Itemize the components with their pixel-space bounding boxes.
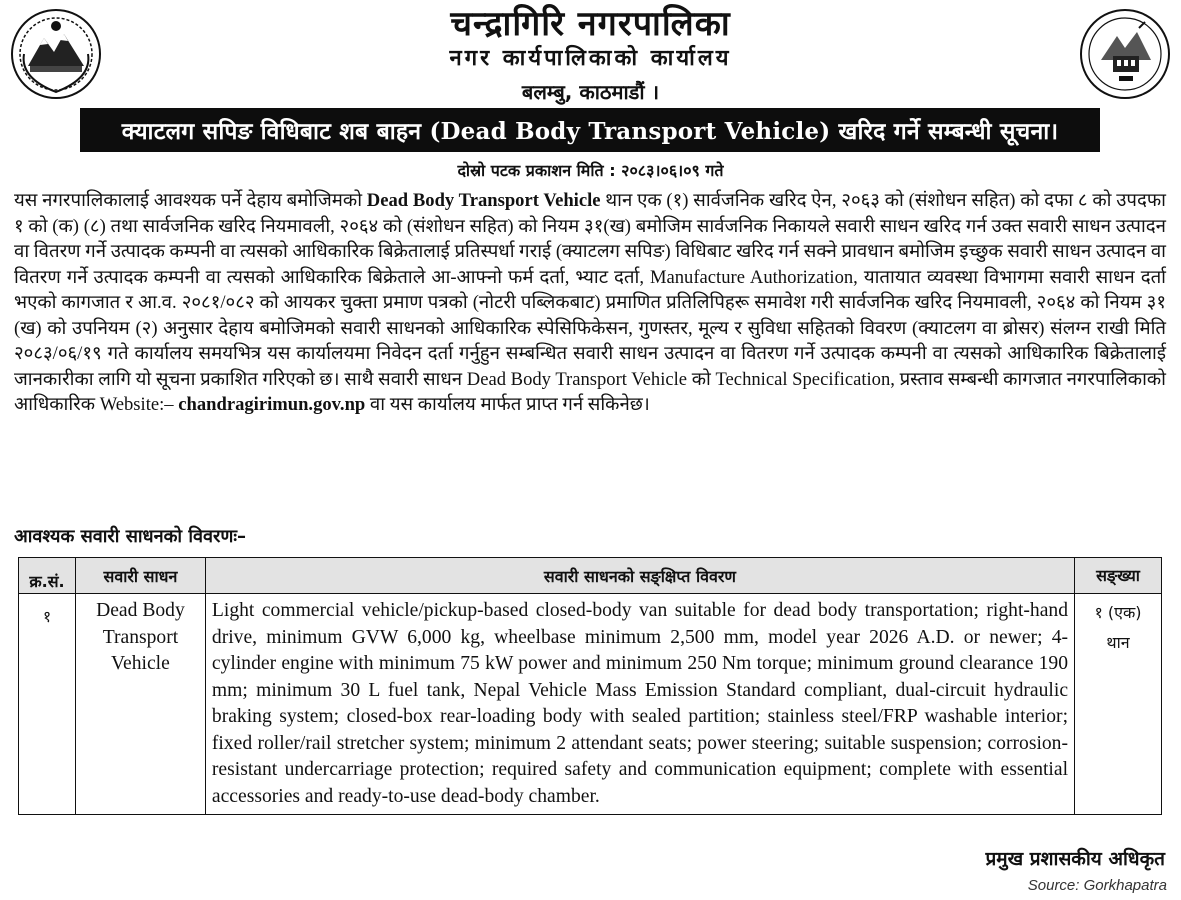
header-description: सवारी साधनको सङ्क्षिप्त विवरण — [205, 558, 1074, 594]
letterhead — [150, 4, 1031, 106]
org-name: चन्द्रागिरि नगरपालिका — [450, 4, 731, 44]
header-sn: क्र.सं. — [19, 558, 76, 594]
table-row — [19, 594, 1162, 815]
cell-description: Light commercial vehicle/pickup-based closed-body van suitable for dead body transportation; right-hand drive, minimum GVW 6,000 kg, wheelbase minimum 2,500 mm, model year 2026 A.D. or newer; 4-cylinder engine with minimum 75 kW power and minimum 250 Nm torque; minimum ground clearance 190 mm; minimum 30 L fuel tank, Nepal Vehicle Mass Emission Standard compliant, dual-circuit hydraulic braking system; closed-box rear-loading body with sealed partition; stainless steel/FRP washable interior; fixed roller/rail stretcher system; minimum 2 attendant seats; power steering; suitable suspension; corrosion-resistant undercarriage protection; required safety and communication equipment; complete with essential accessories and ready-to-use dead-body chamber. — [205, 594, 1074, 815]
org-address: बलम्बु, काठमाडौं । — [521, 80, 660, 104]
municipality-emblem-icon — [10, 8, 102, 100]
cell-vehicle: Dead Body Transport Vehicle — [75, 594, 205, 815]
section-heading: आवश्यक सवारी साधनको विवरणः– — [14, 526, 247, 547]
table-header-row — [19, 558, 1162, 594]
cell-quantity: १ (एक) थान — [1075, 594, 1162, 815]
vehicle-name-bold: Dead Body Transport Vehicle — [366, 190, 601, 211]
header-quantity: सङ्ख्या — [1075, 558, 1162, 594]
website-link[interactable]: chandragirimun.gov.np — [178, 394, 366, 415]
publication-date: दोस्रो पटक प्रकाशन मिति : २०८३।०६।०९ गते — [457, 161, 724, 180]
body-part-2: थान एक (१) सार्वजनिक खरिद ऐन, २०६३ को (संशोधन सहित) को दफा ८ को उपदफा १ को (क) (८) तथा सार्वजनिक खरिद नियमावली, २०६४ को (संशोधन सहित) को नियम ३१(ख) बमोजिम सार्वजनिक निकायले सवारी साधन खरिद गर्न उक्त सवारी साधन उत्पादन वा वितरण गर्ने उत्पादक कम्पनी वा त्यसको आधिकारिक बिक्रेतालाई प्रतिस्पर्धा गराई (क्याटलग सपिङ) विधिबाट खरिद गर्न सक्ने प्रावधान बमोजिम इच्छुक सवारी साधन उत्पादन वा वितरण गर्ने उत्पादक कम्पनी वा त्यसको आधिकारिक बिक्रेताले आ-आफ्नो फर्म दर्ता, भ्याट दर्ता, Manufacture Authorization, यातायात व्यवस्था विभागमा सवारी साधन दर्ता भएको कागजात र आ.व. २०८१/०८२ को आयकर चुक्ता प्रमाण पत्रको (नोटरी पब्लिकबाट) प्रमाणित प्रतिलिपिहरू समावेश गरी सार्वजनिक खरिद नियमावली, २०६४ को नियम ३१ (ख) को उपनियम (२) अनुसार देहाय बमोजिमको सवारी साधनको आधिकारिक स्पेसिफिकेसन, गुणस्तर, मूल्य र सुविधा सहितको विवरण (क्याटलग वा ब्रोसर) संलग्न राखी मिति २०८३/०६/१९ गते कार्यालय समयभित्र यस कार्यालयमा निवेदन दर्ता गर्नुहुन सम्बन्धित सवारी साधन उत्पादन वा वितरण गर्ने उत्पादक कम्पनी वा त्यसको आधिकारिक बिक्रेतालाई जानकारीका लागि यो सूचना प्रकाशित गरिएको छ। साथै सवारी साधन Dead Body Transport Vehicle को Technical Specification, प्रस्ताव सम्बन्धी कागजात नगरपालिकाको आधिकारिक Website:– — [14, 190, 1167, 415]
header-vehicle: सवारी साधन — [75, 558, 205, 594]
notice-body — [14, 188, 1166, 418]
notice-title-banner — [80, 108, 1100, 152]
body-part-1: यस नगरपालिकालाई आवश्यक पर्ने देहाय बमोजिमको — [14, 190, 367, 211]
vehicle-spec-table — [18, 557, 1162, 815]
notice-paragraph — [14, 188, 1166, 418]
municipality-seal-icon — [1079, 8, 1171, 100]
cell-sn: १ — [19, 594, 76, 815]
body-part-3: वा यस कार्यालय मार्फत प्राप्त गर्न सकिनेछ। — [365, 394, 650, 415]
notice-title: क्याटलग सपिङ विधिबाट शब बाहन (Dead Body Transport Vehicle) खरिद गर्ने सम्बन्धी सूचना। — [121, 118, 1059, 145]
source-credit: Source: Gorkhapatra — [1027, 877, 1167, 894]
signatory-title: प्रमुख प्रशासकीय अधिकृत — [985, 848, 1165, 870]
org-office: नगर कार्यपालिकाको कार्यालय — [449, 46, 732, 71]
